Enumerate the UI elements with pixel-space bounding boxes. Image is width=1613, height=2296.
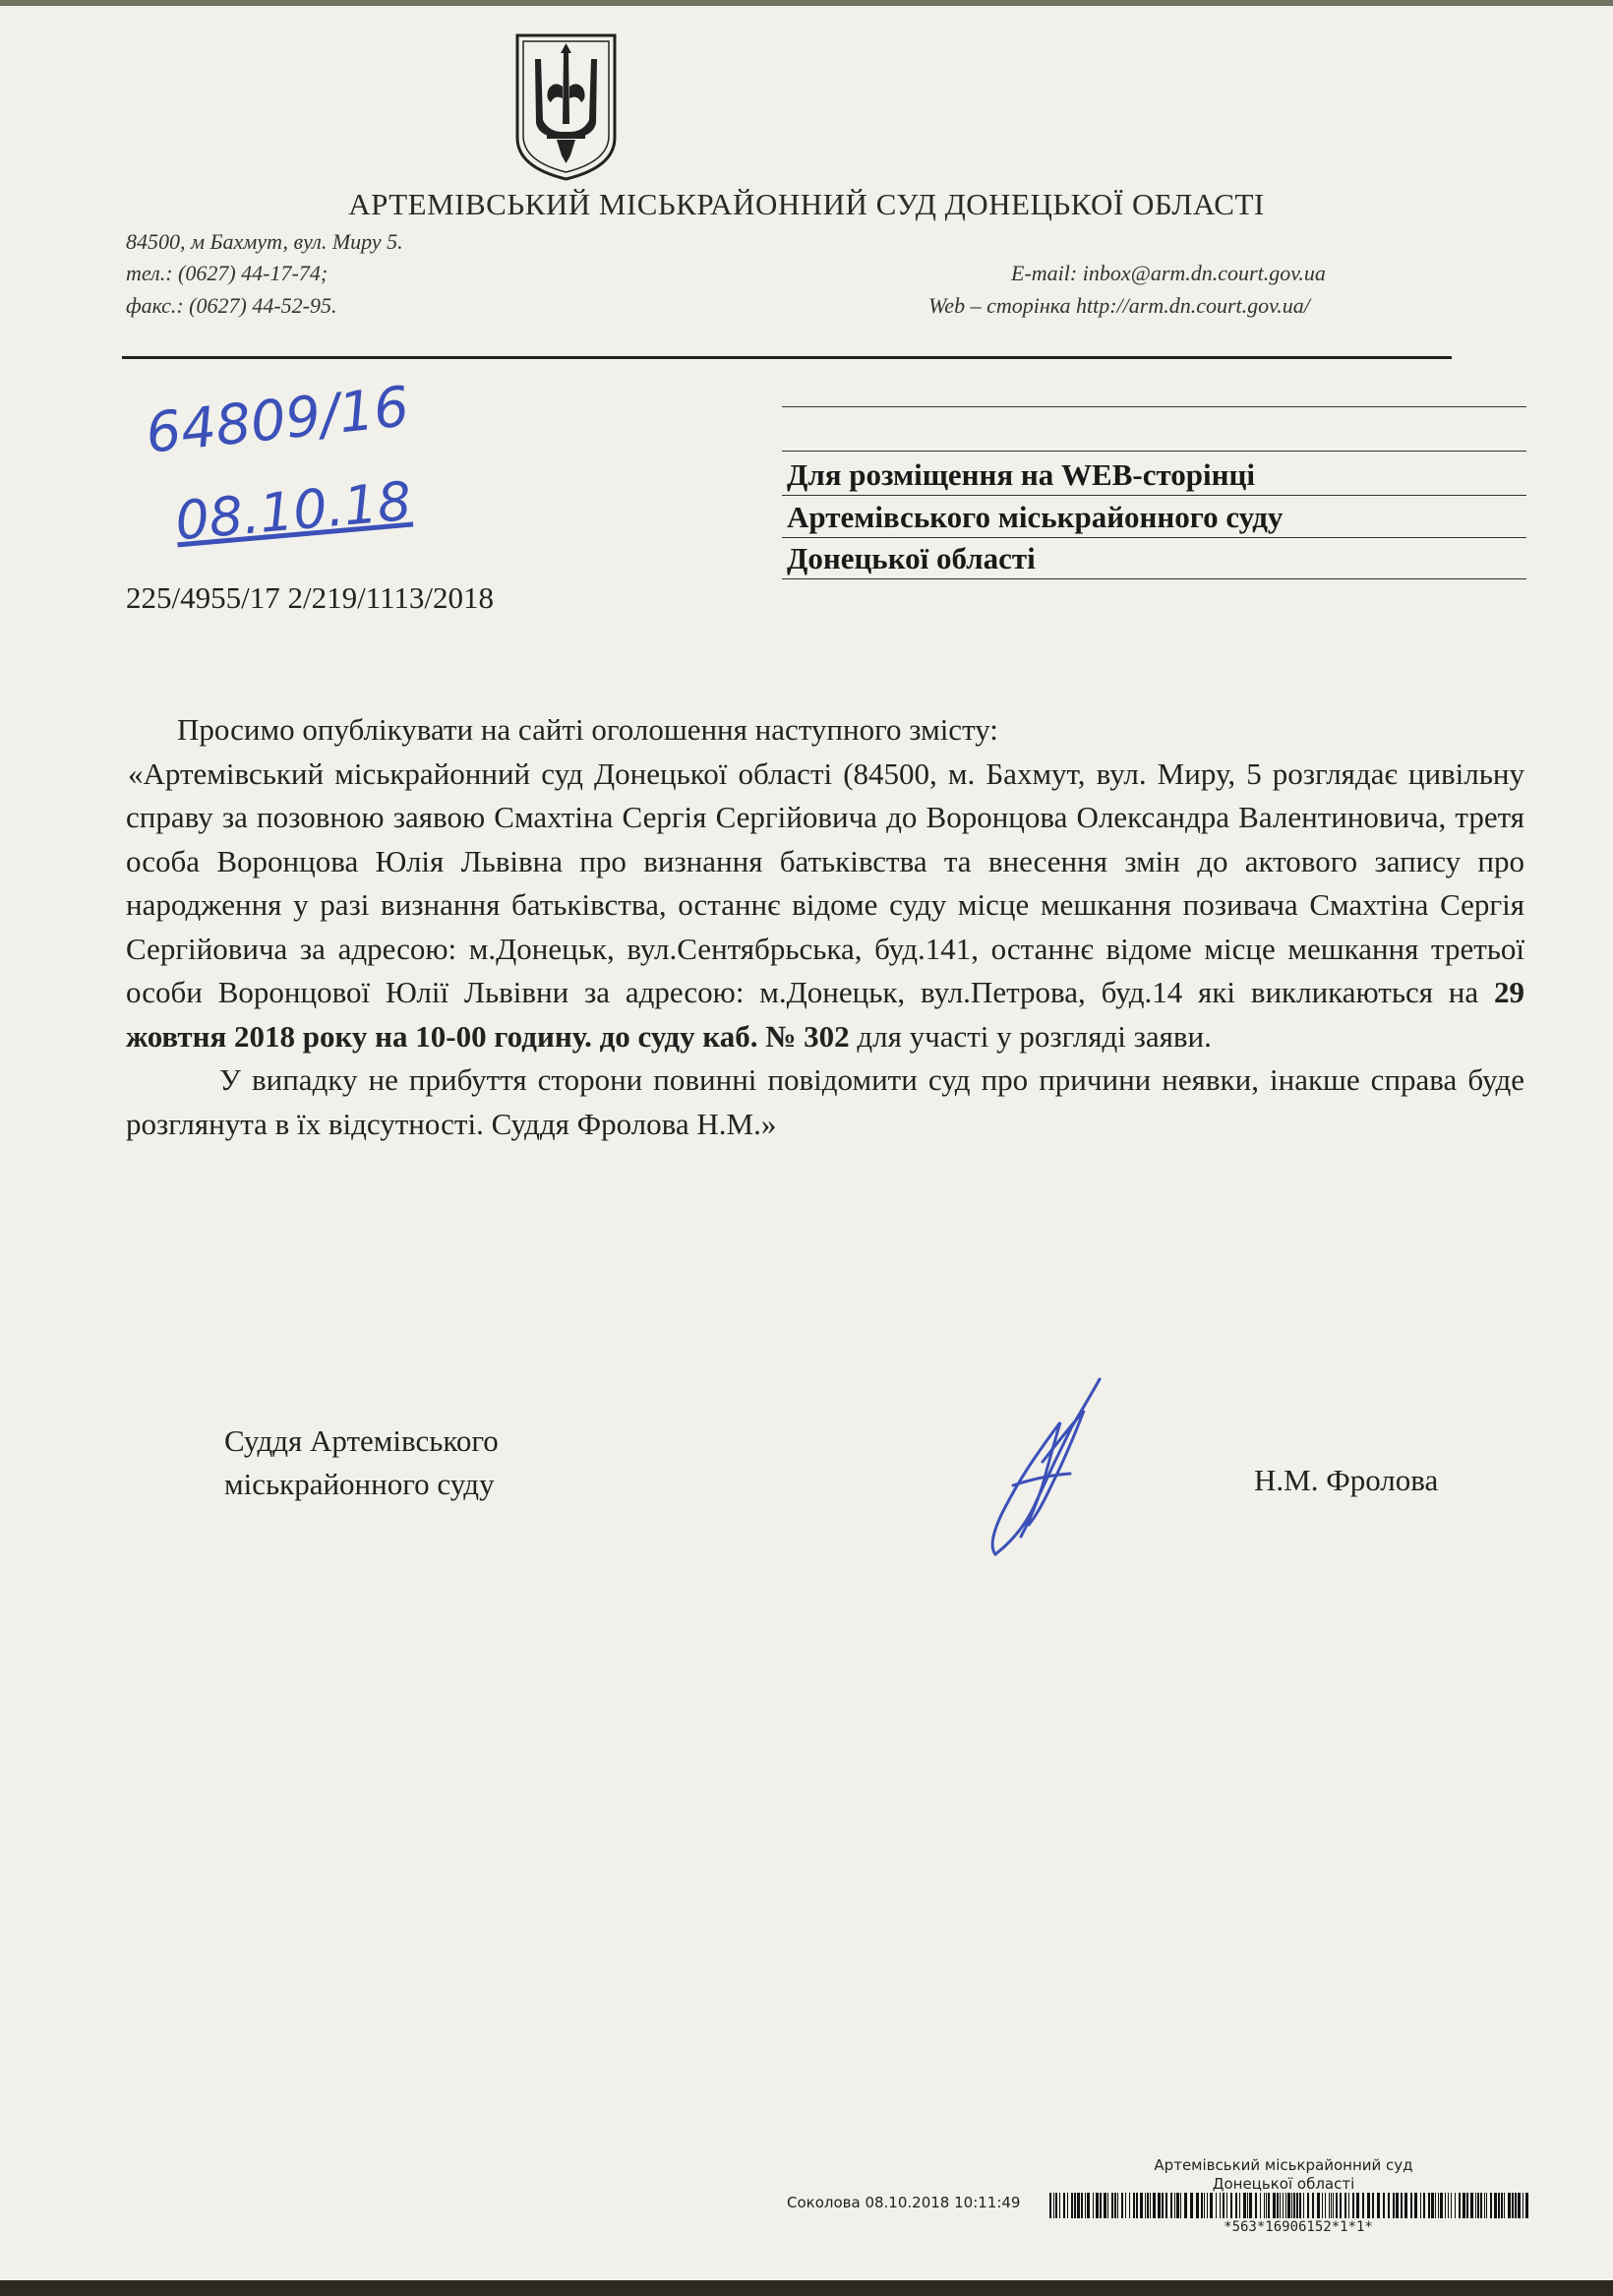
announcement-paragraph (126, 753, 1524, 1059)
court-website: Web – сторінка http://arm.dn.court.gov.ua/ (928, 293, 1310, 318)
court-fax: факс.: (0627) 44-52-95. (126, 293, 337, 318)
closing-paragraph: У випадку не прибуття сторони повинні повідомити суд про причини неявки, інакше справа буде розглянута в їх відсутності. Суддя Фролова Н.М.» (126, 1062, 1524, 1141)
intro-paragraph: Просимо опублікувати на сайті оголошення наступного змісту: (177, 712, 998, 747)
court-phone: тел.: (0627) 44-17-74; (126, 261, 329, 285)
handwritten-registration-date: 08.10.18 (172, 469, 414, 553)
barcode-number: *563*16906152*1*1* (1224, 2219, 1373, 2235)
addressee-line-2: Артемівського міськрайонного суду (787, 500, 1284, 534)
case-numbers: 225/4955/17 2/219/1113/2018 (126, 580, 495, 615)
scan-edge-bottom (0, 2280, 1613, 2296)
addressee-rule (782, 537, 1526, 538)
addressee-line-1: Для розміщення на WEB-сторінці (787, 457, 1255, 492)
registration-stamp-clerk-time: Соколова 08.10.2018 10:11:49 (787, 2194, 1021, 2211)
judge-position-line-1: Суддя Артемівського (224, 1423, 499, 1458)
stamp-court-line-1: Артемівський міськрайонний суд (1154, 2156, 1413, 2174)
announcement-text-part2: для участі у розгляді заяви. (857, 1018, 1212, 1054)
hearing-date-and-room: 29 жовтня 2018 року на 10-00 годину. до суду каб. № 302 (126, 975, 1525, 1054)
addressee-rule (782, 451, 1526, 452)
addressee-line-3: Донецької області (787, 541, 1036, 575)
court-name-heading: АРТЕМІВСЬКИЙ МІСЬКРАЙОННИЙ СУД ДОНЕЦЬКОЇ ОБЛАСТІ (348, 187, 1265, 221)
addressee-rule (782, 578, 1526, 579)
judge-name: Н.М. Фролова (1254, 1463, 1439, 1497)
handwritten-registration-number: 64809/16 (143, 375, 412, 466)
addressee-rule (782, 406, 1526, 407)
addressee-rule (782, 495, 1526, 496)
stamp-court-line-2: Донецької області (1212, 2175, 1355, 2193)
trident-coat-of-arms-icon (509, 30, 623, 183)
letterhead-divider (122, 356, 1452, 359)
judge-position (224, 1420, 499, 1506)
letter-body (126, 708, 1525, 1146)
court-email: E-mail: inbox@arm.dn.court.gov.ua (1011, 261, 1326, 285)
scan-edge-top (0, 0, 1613, 6)
barcode-icon (1049, 2193, 1529, 2218)
judge-position-line-2: міськрайонного суду (224, 1467, 495, 1501)
announcement-text-part1: «Артемівський міськрайонний суд Донецької області (84500, м. Бахмут, вул. Миру, 5 розглядає цивільну справу за позовною заявою Смахтіна Сергія Сергійовича до Воронцова Олександра Валентиновича, третя особа Воронцова Юлія Львівна про визнання батьківства та внесення змін до актового запису про народження у разі визнання батьківства, останнє відоме суду місце мешкання позивача Смахтіна Сергія Сергійовича за адресою: м.Донецьк, вул.Сентябрьська, буд.141, останнє відоме місце мешкання третьої особи Воронцової Юлії Львівни за адресою: м.Донецьк, вул.Петрова, буд.14 які викликаються на (126, 755, 1524, 1009)
court-address: 84500, м Бахмут, вул. Миру 5. (126, 229, 403, 254)
handwritten-signature-icon (974, 1367, 1121, 1564)
registration-stamp-court (1121, 2156, 1446, 2194)
